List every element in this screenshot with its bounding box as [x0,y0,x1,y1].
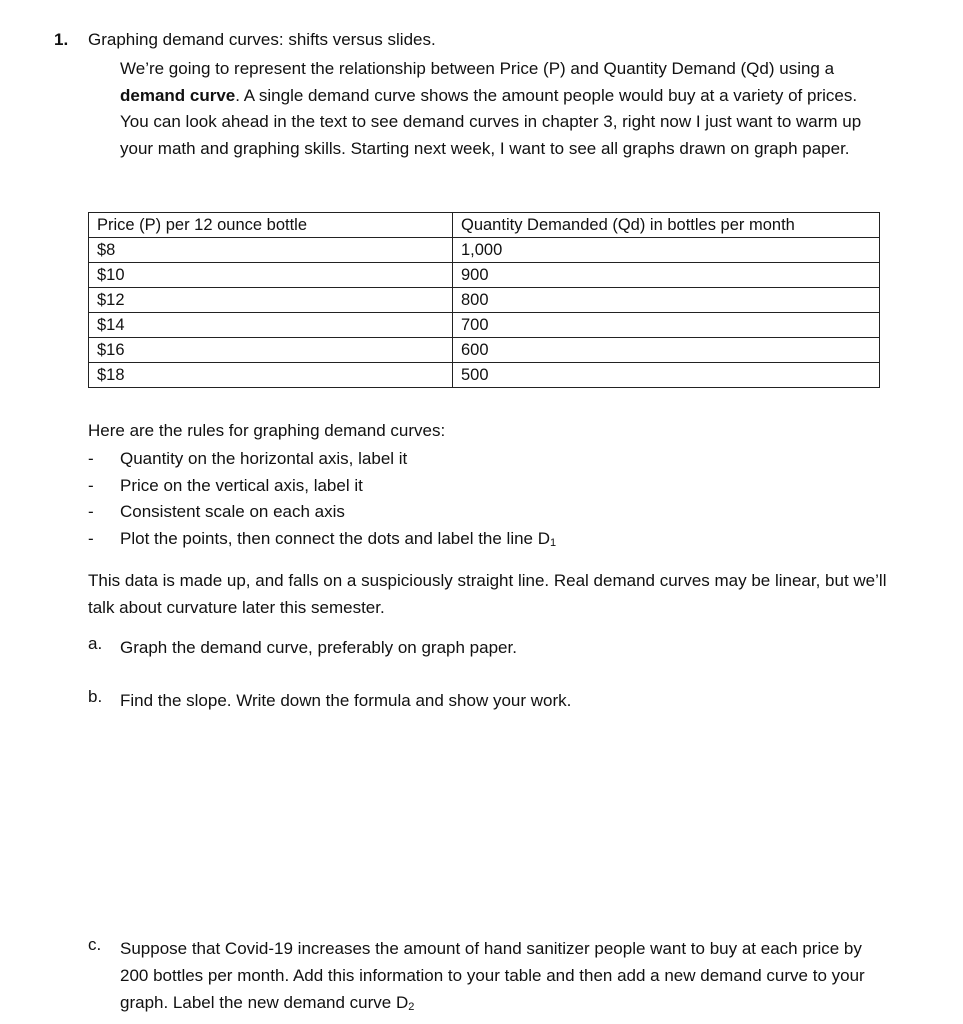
rules-heading: Here are the rules for graphing demand curves: [88,421,446,440]
rule-text: Quantity on the horizontal axis, label it [120,449,408,468]
demand-table [88,212,880,388]
rule-text: Consistent scale on each axis [120,502,345,521]
table-row [89,363,880,388]
question-title: Graphing demand curves: shifts versus slides. [88,30,436,49]
intro-text-after: . A single demand curve shows the amount people would buy at a variety of prices. You can look ahead in the text to see demand curves in chapter 3, right now I just want to warm up your math and graphing skills. Starting next week, I want to see all graphs drawn on graph paper. [120,85,862,158]
table-cell-price: $14 [89,313,453,338]
dash-bullet-icon: - [88,449,94,468]
part-c-label: c. [88,935,102,954]
table-cell-quantity: 500 [453,363,880,388]
table-row [89,288,880,313]
table-cell-price: $12 [89,288,453,313]
table-header-row [89,213,880,238]
table-row [89,263,880,288]
dash-bullet-icon: - [88,528,94,548]
part-c-text-block [120,935,872,1021]
part-b-text: Find the slope. Write down the formula and show your work. [120,691,572,710]
table-cell-price: $10 [89,263,453,288]
rule-text-with-subscript [120,526,556,557]
dash-bullet-icon: - [88,475,94,495]
note-paragraph: This data is made up, and falls on a suspiciously straight line. Real demand curves may be linear, but we’ll talk about curvature later this semester. [88,571,887,617]
rule-text: Price on the vertical axis, label it [120,475,363,495]
table-row [89,238,880,263]
part-b-label: b. [88,687,103,706]
table-cell-quantity: 600 [453,338,880,363]
table-cell-quantity: 700 [453,313,880,338]
table-cell-price: $8 [89,238,453,263]
intro-bold-term: demand curve [120,85,236,105]
table-cell-quantity: 1,000 [453,238,880,263]
question-number: 1. [54,30,69,49]
part-a-text: Graph the demand curve, preferably on graph paper. [120,638,517,657]
intro-text-before: We’re going to represent the relationship between Price (P) and Quantity Demand (Qd) using a [120,59,835,78]
part-c-text: Suppose that Covid-19 increases the amount of hand sanitizer people want to buy at each price by 200 bottles per month. Add this information to your table and then add a new demand curve to your graph. Label the new demand curve D [120,939,865,1012]
part-a-label: a. [88,634,103,653]
dash-bullet-icon: - [88,502,94,521]
table-header-quantity: Quantity Demanded (Qd) in bottles per month [453,213,880,238]
rule-text: Plot the points, then connect the dots and label the line D [120,528,551,548]
table-cell-quantity: 900 [453,263,880,288]
table-cell-price: $16 [89,338,453,363]
subscript-2: 2 [408,1001,415,1013]
table-cell-price: $18 [89,363,453,388]
table-row [89,338,880,363]
table-header-price: Price (P) per 12 ounce bottle [89,213,453,238]
table-cell-quantity: 800 [453,288,880,313]
intro-paragraph [120,56,890,162]
table-row [89,313,880,338]
subscript-1: 1 [550,536,557,549]
